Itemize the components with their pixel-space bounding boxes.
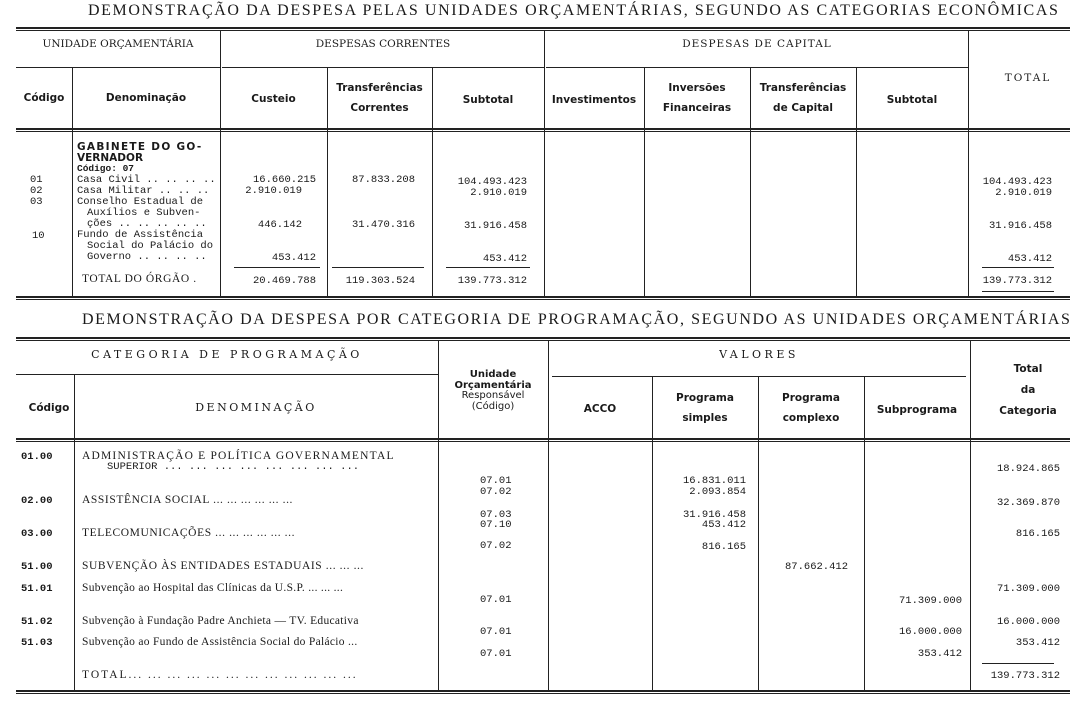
prog-row-5103-code: 51.03	[21, 637, 53, 649]
row-01-total: 104.493.423	[982, 176, 1052, 188]
header-despesas-capital: DESPESAS DE CAPITAL	[682, 38, 832, 50]
header-transf-correntes-line2: Correntes	[350, 102, 409, 114]
header-codigo-bottom: Código	[28, 402, 70, 414]
prog-row-0200-unit-2: 07.10	[480, 519, 512, 531]
header-subtotal-correntes: Subtotal	[462, 94, 514, 106]
row-10-denominacao-line2: Social do Palácio do	[87, 240, 214, 252]
header-prog-complexo-line2: complexo	[782, 412, 840, 424]
header-total: TOTAL	[1004, 72, 1052, 84]
header-programa-complexo	[758, 392, 864, 425]
header-subtotal-capital: Subtotal	[886, 94, 938, 106]
row-03-denominacao-line1: Conselho Estadual de	[77, 196, 204, 208]
header-transferencias-correntes	[327, 82, 432, 115]
prog-row-5102-unit: 07.01	[480, 626, 512, 638]
header-denominacao-bottom: DENOMINAÇÃO	[195, 401, 317, 414]
row-10-subtotal: 453.412	[482, 253, 527, 265]
row-10-total: 453.412	[1007, 253, 1052, 265]
row-01-code: 01	[30, 174, 43, 186]
header-unidade-line1: Unidade	[469, 369, 517, 380]
prog-row-5101-den: Subvenção ao Hospital das Clínicas da U.S.P. ... ... ...	[82, 582, 344, 594]
prog-row-5103-total: 353.412	[1015, 637, 1060, 649]
row-02-custeio: 2.910.019	[245, 185, 302, 197]
row-03-denominacao-line3: ções .. .. .. .. ..	[87, 218, 207, 230]
header-inversoes-line2: Financeiras	[662, 102, 732, 114]
header-total-cat-line3: Categoria	[999, 405, 1057, 417]
row-10-denominacao-line3: Governo .. .. .. ..	[87, 251, 207, 263]
row-01-subtotal: 104.493.423	[457, 176, 527, 188]
prog-row-0300-total: 816.165	[1015, 528, 1060, 540]
row-03-code: 03	[30, 196, 43, 208]
orgao-name-line2: VERNADOR	[77, 152, 144, 164]
prog-row-5102-sub: 16.000.000	[898, 626, 962, 638]
prog-row-0100-unit-2: 07.02	[480, 486, 512, 498]
prog-row-0100-total: 18.924.865	[996, 463, 1060, 475]
header-transf-capital-line1: Transferências	[759, 82, 847, 94]
header-inversoes-line1: Inversões	[668, 82, 726, 94]
header-total-cat-line1: Total	[1013, 363, 1043, 375]
row-03-transf: 31.470.316	[351, 219, 415, 231]
row-03-denominacao-line2: Auxílios e Subven-	[87, 207, 201, 219]
prog-row-5100-den: SUBVENÇÃO ÀS ENTIDADES ESTADUAIS ... ... ...	[82, 560, 364, 572]
header-transf-capital-line2: de Capital	[773, 102, 833, 114]
prog-row-5101-total: 71.309.000	[996, 583, 1060, 595]
header-custeio: Custeio	[251, 93, 296, 105]
header-unidade-responsavel	[438, 370, 548, 412]
header-unidade-line4: (Código)	[471, 400, 515, 412]
row-02-code: 02	[30, 185, 43, 197]
prog-row-0100-unit-1: 07.01	[480, 475, 512, 487]
total-orgao-custeio: 20.469.788	[252, 275, 316, 287]
top-table-title: DEMONSTRAÇÃO DA DESPESA PELAS UNIDADES ORÇAMENTÁRIAS, SEGUNDO AS CATEGORIAS ECONÔMICAS	[88, 2, 1060, 19]
header-subprograma: Subprograma	[876, 404, 958, 416]
header-investimentos: Investimentos	[551, 94, 637, 106]
prog-row-0100-den-line1: ADMINISTRAÇÃO E POLÍTICA GOVERNAMENTAL	[82, 450, 395, 462]
prog-row-0200-code: 02.00	[21, 495, 53, 507]
prog-row-5103-sub: 353.412	[917, 648, 962, 660]
prog-row-5100-complexo: 87.662.412	[784, 561, 848, 573]
prog-row-5102-code: 51.02	[21, 616, 53, 628]
row-03-total: 31.916.458	[988, 220, 1052, 232]
row-03-subtotal: 31.916.458	[463, 220, 527, 232]
header-codigo: Código	[23, 92, 65, 104]
total-orgao-total: 139.773.312	[982, 275, 1052, 287]
prog-row-5103-den: Subvenção ao Fundo de Assistência Social do Palácio ...	[82, 636, 358, 648]
prog-row-0200-simples-1: 31.916.458	[682, 509, 746, 521]
prog-total-value: 139.773.312	[990, 670, 1060, 682]
prog-row-5101-unit: 07.01	[480, 594, 512, 606]
prog-row-5102-den: Subvenção à Fundação Padre Anchieta — TV. Educativa	[82, 615, 359, 627]
prog-row-5100-code: 51.00	[21, 561, 53, 573]
total-orgao-subtotal: 139.773.312	[457, 275, 527, 287]
header-denominacao: Denominação	[105, 92, 187, 104]
header-prog-simples-line1: Programa	[676, 392, 734, 404]
row-10-code: 10	[32, 230, 45, 242]
orgao-code: Código: 07	[77, 163, 135, 174]
prog-row-0200-simples-2: 453.412	[701, 519, 746, 531]
row-02-total: 2.910.019	[995, 187, 1052, 199]
row-02-subtotal: 2.910.019	[470, 187, 527, 199]
header-prog-complexo-line1: Programa	[782, 392, 840, 404]
prog-row-0100-simples-2: 2.093.854	[689, 486, 746, 498]
row-10-custeio: 453.412	[271, 252, 316, 264]
row-01-transf: 87.833.208	[351, 174, 415, 186]
orgao-name-line1: GABINETE DO GO-	[77, 141, 203, 153]
bottom-table-title: DEMONSTRAÇÃO DA DESPESA POR CATEGORIA DE PROGRAMAÇÃO, SEGUNDO AS UNIDADES ORÇAMENTÁRIAS	[82, 311, 1072, 328]
header-despesas-correntes: DESPESAS CORRENTES	[315, 38, 451, 50]
prog-row-0300-simples-1: 816.165	[701, 541, 746, 553]
header-total-cat-line2: da	[1020, 384, 1036, 396]
header-unidade-line2: Orçamentária	[454, 379, 532, 391]
header-programa-simples	[652, 392, 758, 425]
prog-row-0300-code: 03.00	[21, 528, 53, 540]
header-inversoes-financeiras	[644, 82, 750, 115]
header-prog-simples-line2: simples	[682, 412, 728, 424]
prog-row-5101-sub: 71.309.000	[898, 595, 962, 607]
prog-row-5102-total: 16.000.000	[996, 616, 1060, 628]
prog-row-0300-den: TELECOMUNICAÇÕES ... ... ... ... ... ...	[82, 527, 296, 539]
row-03-custeio: 446.142	[257, 219, 302, 231]
row-01-custeio: 16.660.215	[252, 174, 316, 186]
prog-row-5101-code: 51.01	[21, 583, 53, 595]
header-transf-correntes-line1: Transferências	[336, 82, 423, 94]
header-acco: ACCO	[583, 403, 617, 415]
prog-row-0200-unit-1: 07.03	[480, 509, 512, 521]
header-valores: VALORES	[719, 348, 799, 361]
header-categoria-programacao: CATEGORIA DE PROGRAMAÇÃO	[91, 348, 363, 361]
prog-row-0100-simples-1: 16.831.011	[682, 475, 746, 487]
row-01-denominacao: Casa Civil .. .. .. ..	[77, 174, 216, 186]
prog-row-0200-total: 32.369.870	[996, 497, 1060, 509]
prog-row-0300-unit-1: 07.02	[480, 540, 512, 552]
header-transferencias-capital	[750, 82, 856, 115]
row-02-denominacao: Casa Militar .. .. ..	[77, 185, 210, 197]
total-orgao-label: TOTAL DO ÓRGÃO .	[82, 273, 197, 285]
row-10-denominacao-line1: Fundo de Assistência	[77, 229, 204, 241]
prog-row-5103-unit: 07.01	[480, 648, 512, 660]
prog-row-0200-den: ASSISTÊNCIA SOCIAL ... ... ... ... ... ...	[82, 494, 294, 506]
prog-row-0100-code: 01.00	[21, 451, 53, 463]
prog-total-label: TOTAL... ... ... ... ... ... ... ... ... ... ... ...	[82, 669, 358, 681]
total-orgao-transf: 119.303.524	[345, 275, 415, 287]
header-unidade-line3: Responsável	[461, 390, 525, 401]
prog-row-0100-den-line2: SUPERIOR ... ... ... ... ... ... ... ...	[107, 461, 360, 473]
header-unidade-orcamentaria: UNIDADE ORÇAMENTÁRIA	[42, 38, 194, 50]
header-total-categoria	[970, 359, 1086, 422]
